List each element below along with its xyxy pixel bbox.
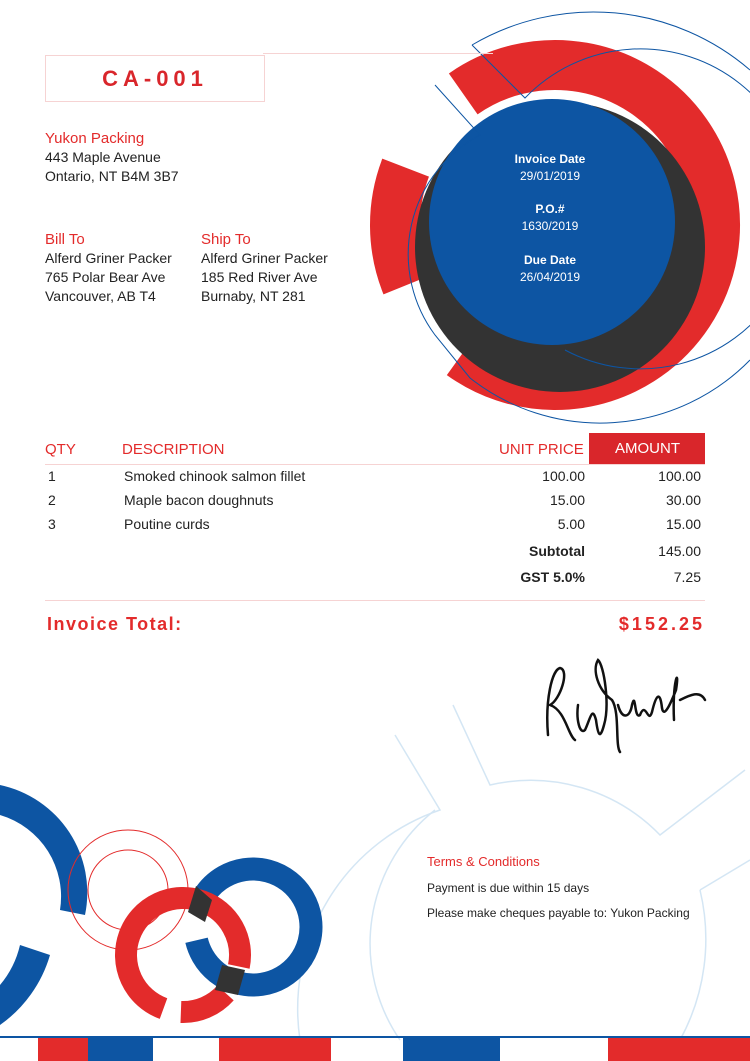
row-amount: 15.00 [665, 516, 701, 532]
description-header: DESCRIPTION [122, 441, 225, 458]
blue-ring [174, 848, 332, 1006]
bill-to-address1: 765 Polar Bear Ave [45, 269, 166, 285]
ship-to-block [201, 230, 328, 306]
total-divider [45, 600, 705, 601]
tax-label: GST 5.0% [520, 569, 585, 585]
bill-to-name: Alferd Griner Packer [45, 250, 172, 266]
invoice-date [480, 151, 620, 185]
row-description: Maple bacon doughnuts [124, 492, 274, 508]
table-row [45, 516, 705, 536]
terms-line1: Payment is due within 15 days [427, 881, 590, 895]
amount-header: AMOUNT [589, 433, 705, 464]
tax-row [45, 569, 705, 589]
subtotal-value: 145.00 [658, 543, 701, 559]
terms-line2: Please make cheques payable to: Yukon Packing [427, 906, 690, 920]
invoice-total-value: $152.25 [618, 614, 705, 634]
table-row [45, 492, 705, 512]
red-ring-bottom [110, 882, 256, 1028]
seller-address1: 443 Maple Avenue [45, 149, 161, 165]
seller-block [45, 129, 179, 186]
row-description: Smoked chinook salmon fillet [124, 468, 306, 484]
bill-to-label: Bill To [45, 231, 85, 248]
light-gear-outline [298, 705, 750, 1040]
due-date [480, 252, 620, 286]
tax-value: 7.25 [673, 569, 701, 585]
seller-address2: Ontario, NT B4M 3B7 [45, 168, 179, 184]
signature [547, 660, 705, 752]
row-qty: 3 [48, 516, 56, 532]
ship-to-address1: 185 Red River Ave [201, 269, 318, 285]
po-number [480, 201, 620, 235]
row-amount: 30.00 [665, 492, 701, 508]
subtotal-label: Subtotal [529, 543, 585, 559]
invoice-number: CA-001 [45, 55, 265, 102]
due-date-value: 26/04/2019 [519, 270, 581, 284]
row-unit-price: 15.00 [549, 492, 585, 508]
invoice-date-value: 29/01/2019 [519, 169, 581, 183]
po-value: 1630/2019 [521, 219, 579, 233]
row-description: Poutine curds [124, 516, 210, 532]
po-label: P.O.# [535, 202, 565, 216]
row-qty: 1 [48, 468, 56, 484]
table-header-divider [45, 464, 705, 465]
due-date-label: Due Date [523, 253, 576, 267]
unit-price-header: UNIT PRICE [499, 441, 584, 458]
row-qty: 2 [48, 492, 56, 508]
invoice-total-label: Invoice Total: [47, 614, 183, 634]
ship-to-address2: Burnaby, NT 281 [201, 288, 306, 304]
invoice-date-label: Invoice Date [514, 152, 586, 166]
terms-title: Terms & Conditions [427, 854, 540, 869]
bill-to-address2: Vancouver, AB T4 [45, 288, 156, 304]
qty-header: QTY [45, 441, 76, 458]
seller-name: Yukon Packing [45, 130, 145, 147]
bottom-stripe [0, 1036, 750, 1061]
row-unit-price: 5.00 [557, 516, 585, 532]
row-amount: 100.00 [658, 468, 701, 484]
subtotal-row [45, 543, 705, 563]
table-row [45, 468, 705, 488]
row-unit-price: 100.00 [542, 468, 585, 484]
ship-to-label: Ship To [201, 231, 251, 248]
bill-to-block [45, 230, 172, 306]
header-divider [263, 53, 493, 54]
ship-to-name: Alferd Griner Packer [201, 250, 328, 266]
